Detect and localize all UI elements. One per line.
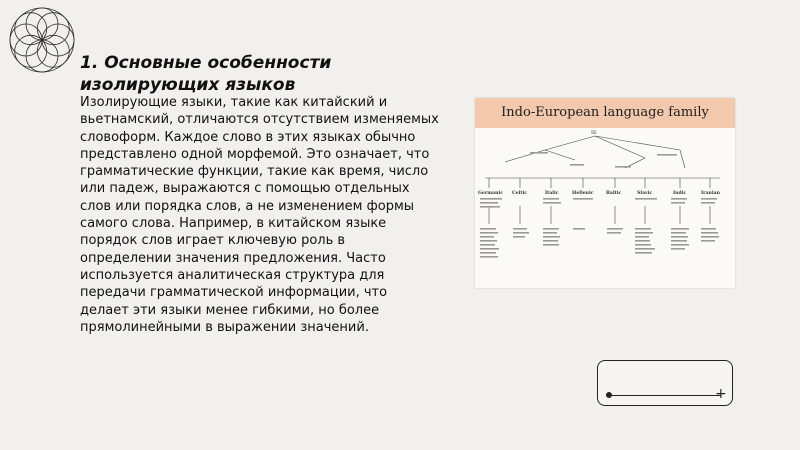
tree-node-label: Baltic <box>606 191 622 196</box>
timeline-line <box>609 395 721 396</box>
tree-node-label: Celtic <box>512 191 527 196</box>
tree-root-label: IE <box>591 130 597 136</box>
tree-node-label: Hellenic <box>572 191 594 196</box>
slide-title <box>80 52 380 96</box>
tree-node-label: Iranian <box>701 191 720 196</box>
tree-node-label: Slavic <box>637 191 653 196</box>
timeline-widget[interactable] <box>597 360 733 406</box>
dot-icon[interactable] <box>606 392 612 398</box>
rosette-decoration-icon <box>4 2 80 78</box>
title-line-1: 1. Основные особенности <box>80 53 332 73</box>
figure-title: Indo-European language family <box>475 98 735 128</box>
language-tree-diagram <box>475 128 735 288</box>
language-family-figure <box>475 98 735 288</box>
plus-icon[interactable]: + <box>715 386 727 402</box>
tree-node-label: Indic <box>673 191 687 196</box>
body-paragraph: Изолирующие языки, такие как китайский и вьетнамский, отличаются отсутствием изменяемых словоформ. Каждое слово в этих языках обычно представлено одной морфемой. Это означает, что грамматические функции, такие как время, число или падеж, выражаются с помощью отдельных слов или порядка слов, а не изменением формы самого слова. Например, в китайском языке порядок слов играет ключевую роль в определении значения предложения. Часто используется аналитическая структура для передачи грамматической информации, что делает эти языки менее гибкими, но более прямолинейными в выражении значений. <box>80 95 439 335</box>
title-line-2: изолирующих языков <box>80 75 296 95</box>
tree-node-label: Italic <box>545 191 559 196</box>
tree-node-label: Germanic <box>478 191 503 196</box>
